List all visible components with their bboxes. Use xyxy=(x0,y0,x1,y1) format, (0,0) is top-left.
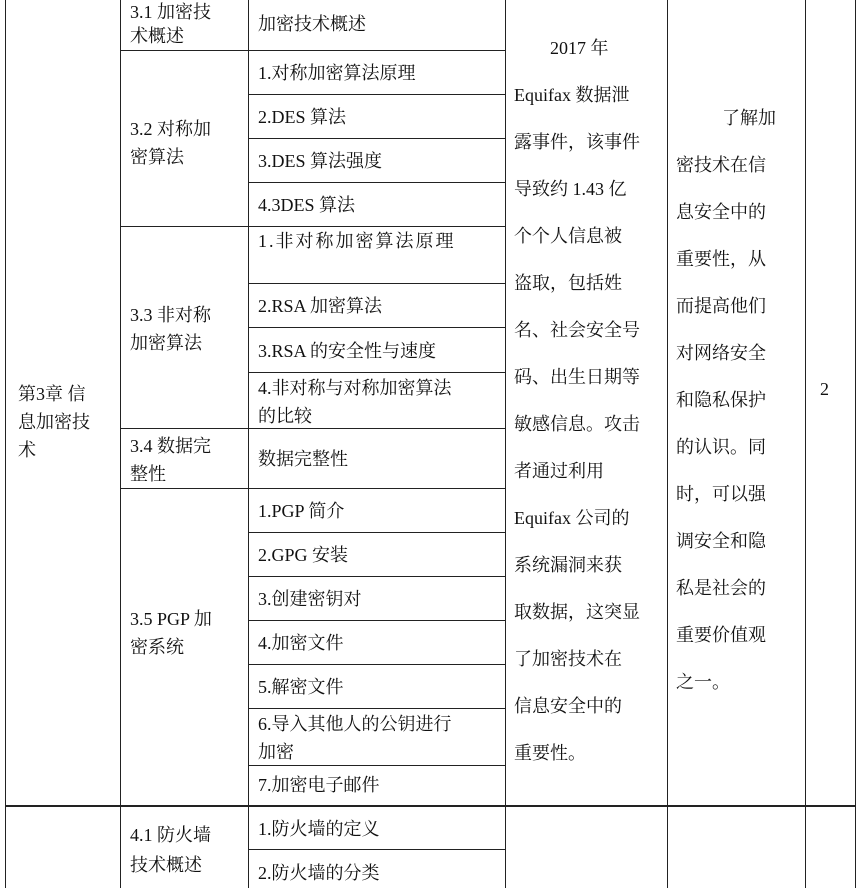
text-line: 的认识。同 xyxy=(676,437,766,457)
text-line: 系统漏洞来获 xyxy=(514,555,622,575)
topic-item: 2.RSA 加密算法 xyxy=(258,296,383,316)
section-title-line: 4.1 防火墙 xyxy=(130,825,211,845)
topic-item-line: 加密 xyxy=(258,742,294,762)
topic-item: 1.PGP 简介 xyxy=(258,501,345,521)
row-line xyxy=(248,620,505,621)
text-line: 私是社会的 xyxy=(676,578,766,598)
chapter-title-line: 第3章 信 xyxy=(18,384,86,404)
topic-item-line: 4.非对称与对称加密算法 xyxy=(258,378,452,398)
section-title-line: 3.5 PGP 加 xyxy=(130,609,212,629)
border-line xyxy=(248,0,249,888)
row-line xyxy=(248,532,505,533)
text-line: 个个人信息被 xyxy=(514,226,622,246)
chapter-divider xyxy=(5,805,855,807)
row-line xyxy=(120,226,505,227)
chapter-title-line: 息加密技 xyxy=(18,412,90,432)
border-line xyxy=(805,0,806,888)
row-line xyxy=(120,488,505,489)
case-study-text xyxy=(514,25,640,777)
text-line: 导致约 1.43 亿 xyxy=(514,179,627,199)
topic-item: 7.加密电子邮件 xyxy=(258,775,380,795)
row-line xyxy=(248,283,505,284)
row-line xyxy=(120,50,505,51)
section-title-line: 3.1 加密技 xyxy=(130,2,211,22)
section-title xyxy=(130,0,211,48)
text-line: 重要性，从 xyxy=(676,249,766,269)
section-title-line: 术概述 xyxy=(130,26,184,46)
row-line xyxy=(248,708,505,709)
text-line: 2017 年 xyxy=(550,38,609,58)
text-line: 而提高他们 xyxy=(676,296,766,316)
topic-item xyxy=(258,374,452,430)
section-title-line: 密算法 xyxy=(130,147,184,167)
topic-item: 1.防火墙的定义 xyxy=(258,819,380,839)
row-line xyxy=(248,327,505,328)
section-title-line: 3.2 对称加 xyxy=(130,119,211,139)
text-line: 盗取，包括姓 xyxy=(514,273,622,293)
row-line xyxy=(248,576,505,577)
text-line: 敏感信息。攻击 xyxy=(514,414,640,434)
row-line xyxy=(248,664,505,665)
topic-item: 4.加密文件 xyxy=(258,633,344,653)
topic-item: 1.非对称加密算法原理 xyxy=(258,231,456,251)
topic-item: 2.DES 算法 xyxy=(258,107,347,127)
chapter-title xyxy=(18,380,90,464)
topic-item: 2.GPG 安装 xyxy=(258,545,349,565)
section-title-line: 密系统 xyxy=(130,637,184,657)
row-line xyxy=(248,182,505,183)
text-line: 和隐私保护 xyxy=(676,390,766,410)
row-line xyxy=(248,372,505,373)
text-line: 名、社会安全号 xyxy=(514,320,640,340)
text-line: Equifax 公司的 xyxy=(514,508,630,528)
topic-item: 2.防火墙的分类 xyxy=(258,863,380,883)
topic-item: 3.创建密钥对 xyxy=(258,589,362,609)
text-line: 之一。 xyxy=(676,672,730,692)
text-line: 重要性。 xyxy=(514,743,586,763)
border-line xyxy=(5,0,6,888)
row-line xyxy=(248,138,505,139)
text-line: Equifax 数据泄 xyxy=(514,85,630,105)
text-line: 调安全和隐 xyxy=(676,531,766,551)
text-line: 密技术在信 xyxy=(676,155,766,175)
row-line xyxy=(248,94,505,95)
section-title xyxy=(130,432,211,488)
topic-item: 数据完整性 xyxy=(258,449,348,469)
row-line xyxy=(248,849,505,850)
topic-item xyxy=(258,710,452,766)
class-hours: 2 xyxy=(820,379,829,399)
topic-item-line: 6.导入其他人的公钥进行 xyxy=(258,714,452,734)
topic-item-line: 的比较 xyxy=(258,406,312,426)
learning-goal-text xyxy=(676,95,776,706)
chapter-title-line: 术 xyxy=(18,440,36,460)
topic-item: 4.3DES 算法 xyxy=(258,195,356,215)
text-line: 取数据，这突显 xyxy=(514,602,640,622)
topic-item: 3.RSA 的安全性与速度 xyxy=(258,341,437,361)
section-title xyxy=(130,301,211,357)
text-line: 了解加 xyxy=(722,108,776,128)
topic-item: 3.DES 算法强度 xyxy=(258,151,383,171)
text-line: 息安全中的 xyxy=(676,202,766,222)
text-line: 者通过利用 xyxy=(514,461,604,481)
text-line: 时，可以强 xyxy=(676,484,766,504)
topic-item: 5.解密文件 xyxy=(258,677,344,697)
border-line xyxy=(505,0,506,888)
section-title-line: 整性 xyxy=(130,464,166,484)
border-line xyxy=(667,0,668,888)
text-line: 重要价值观 xyxy=(676,625,766,645)
text-line: 了加密技术在 xyxy=(514,649,622,669)
text-line: 露事件，该事件 xyxy=(514,132,640,152)
section-title xyxy=(130,820,211,880)
section-title xyxy=(130,605,212,661)
text-line: 对网络安全 xyxy=(676,343,766,363)
text-line: 码、出生日期等 xyxy=(514,367,640,387)
topic-item: 加密技术概述 xyxy=(258,14,366,34)
text-line: 信息安全中的 xyxy=(514,696,622,716)
section-title-line: 3.4 数据完 xyxy=(130,436,211,456)
border-line xyxy=(855,0,856,888)
section-title-line: 3.3 非对称 xyxy=(130,305,211,325)
border-line xyxy=(120,0,121,888)
topic-item: 1.对称加密算法原理 xyxy=(258,63,416,83)
section-title xyxy=(130,115,211,171)
section-title-line: 加密算法 xyxy=(130,333,202,353)
section-title-line: 技术概述 xyxy=(130,855,202,875)
